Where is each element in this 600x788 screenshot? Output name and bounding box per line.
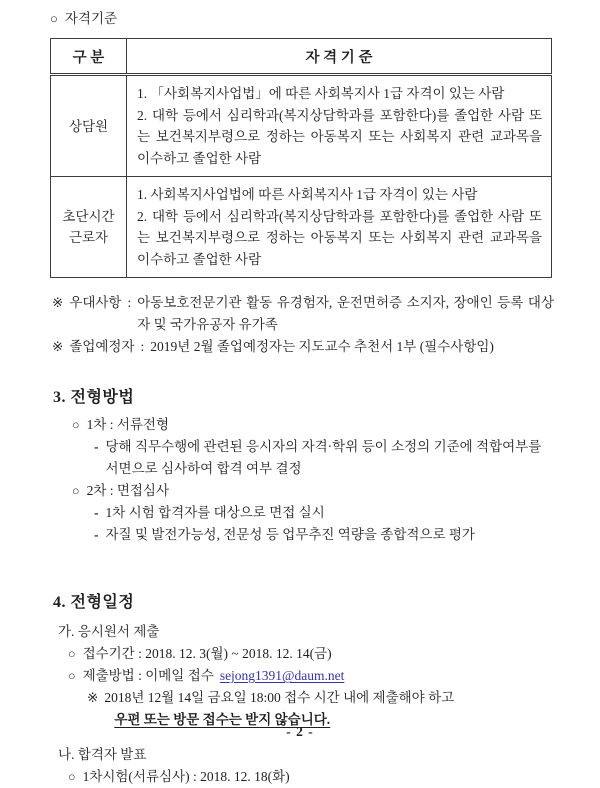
criteria-cell-short-time-worker: [127, 177, 552, 278]
first-exam-text: 1차시험(서류심사) : 2018. 12. 18(화): [82, 769, 290, 784]
note-label: 우대사항: [69, 295, 122, 310]
table-header-criteria: 자 격 기 준: [127, 39, 552, 75]
qualification-title-label: 자격기준: [64, 11, 118, 26]
first-round-detail: [50, 436, 554, 480]
note-text: 아동보호전문기관 활동 유경험자, 운전면허증 소지자, 장애인 등록 대상자 및 국가유공자 유가족: [137, 295, 554, 332]
reference-mark-icon: ※: [52, 339, 64, 354]
second-round-label: 2차 : 면접심사: [86, 483, 170, 498]
section3-heading: 3. 전형방법: [53, 389, 135, 406]
dash-bullet-icon: -: [94, 439, 99, 454]
criteria-cell-counselor: [127, 75, 552, 177]
first-round-item: [50, 414, 554, 436]
circle-bullet-icon: ○: [72, 484, 80, 498]
reference-mark-icon: ※: [52, 295, 64, 310]
section4-heading: 4. 전형일정: [53, 594, 135, 611]
criteria-item: 2. 대학 등에서 심리학과(복지상담학과를 포함한다)를 졸업한 사람 또는 보건복지부령으로 정하는 아동복지 또는 사회복지 관련 교과목을 이수하고 졸업한 사람: [137, 208, 542, 267]
note-separator: :: [127, 295, 132, 310]
criteria-item: 2. 대학 등에서 심리학과(복지상담학과를 포함한다)를 졸업한 사람 또는 보건복지부령으로 정하는 아동복지 또는 사회복지 관련 교과목을 이수하고 졸업한 사람: [137, 107, 542, 166]
section-selection-schedule: [50, 591, 554, 788]
dash-bullet-icon: -: [94, 505, 99, 520]
table-row-counselor: [51, 75, 552, 177]
first-round-detail-text: 당해 직무수행에 관련된 응시자의 자격·학위 등이 소정의 기준에 적합여부를 서면으로 심사하여 합격 여부 결정: [105, 439, 542, 476]
second-round-detail-1: [50, 502, 554, 524]
second-round-detail-text: 1차 시험 합격자를 대상으로 면접 실시: [105, 505, 325, 520]
circle-bullet-icon: ○: [68, 770, 76, 784]
dash-bullet-icon: -: [94, 527, 99, 542]
application-submission-label: 가. 응시원서 제출: [58, 624, 160, 639]
table-row-short-time-worker: [51, 177, 552, 278]
criteria-item: 1. 「사회복지사업법」에 따른 사회복지사 1급 자격이 있는 사람: [137, 86, 505, 101]
note-text: 2019년 2월 졸업예정자는 지도교수 추천서 1부 (필수사항임): [150, 339, 494, 354]
note-preferred-treatment: [52, 292, 554, 336]
category-cell-counselor: 상담원: [51, 75, 127, 177]
note-expected-graduates: [52, 336, 554, 358]
notes-section: [52, 292, 554, 358]
submit-method-text: 제출방법 : 이메일 접수: [82, 668, 214, 683]
table-header-category: 구 분: [51, 39, 127, 75]
circle-bullet-icon: ○: [50, 11, 58, 26]
reference-mark-icon: ※: [87, 690, 99, 705]
second-round-detail-2: [50, 524, 554, 546]
table-header-row: [51, 39, 552, 75]
receipt-period-text: 접수기간 : 2018. 12. 3(월) ~ 2018. 12. 14(금): [82, 646, 332, 661]
note-label: 졸업예정자: [69, 339, 135, 354]
deadline-note-line2-emphasis: 우편 또는 방문 접수는 받지 않습니다.: [114, 712, 331, 727]
submit-method-item: [50, 665, 554, 687]
page-number: - 2 -: [286, 724, 314, 739]
email-link[interactable]: sejong1391@daum.net: [219, 668, 345, 683]
note-separator: :: [140, 339, 145, 354]
pass-announcement-label: 나. 합격자 발표: [58, 747, 147, 762]
second-round-detail-text: 자질 및 발전가능성, 전문성 등 업무추진 역량을 종합적으로 평가: [105, 527, 475, 542]
receipt-period-item: [50, 643, 554, 665]
first-round-label: 1차 : 서류전형: [86, 417, 170, 432]
circle-bullet-icon: ○: [68, 647, 76, 661]
section-selection-method: [50, 386, 554, 546]
circle-bullet-icon: ○: [72, 418, 80, 432]
criteria-item: 1. 사회복지사업법에 따른 사회복지사 1급 자격이 있는 사람: [137, 187, 478, 202]
qualification-criteria-title: [50, 8, 554, 30]
circle-bullet-icon: ○: [68, 669, 76, 683]
category-cell-short-time-worker: 초단시간 근로자: [51, 177, 127, 278]
qualification-table: [50, 38, 552, 278]
deadline-note-line1: 2018년 12월 14일 금요일 18:00 접수 시간 내에 제출해야 하고: [104, 690, 455, 705]
first-exam-item: [50, 766, 554, 788]
second-round-item: [50, 480, 554, 502]
